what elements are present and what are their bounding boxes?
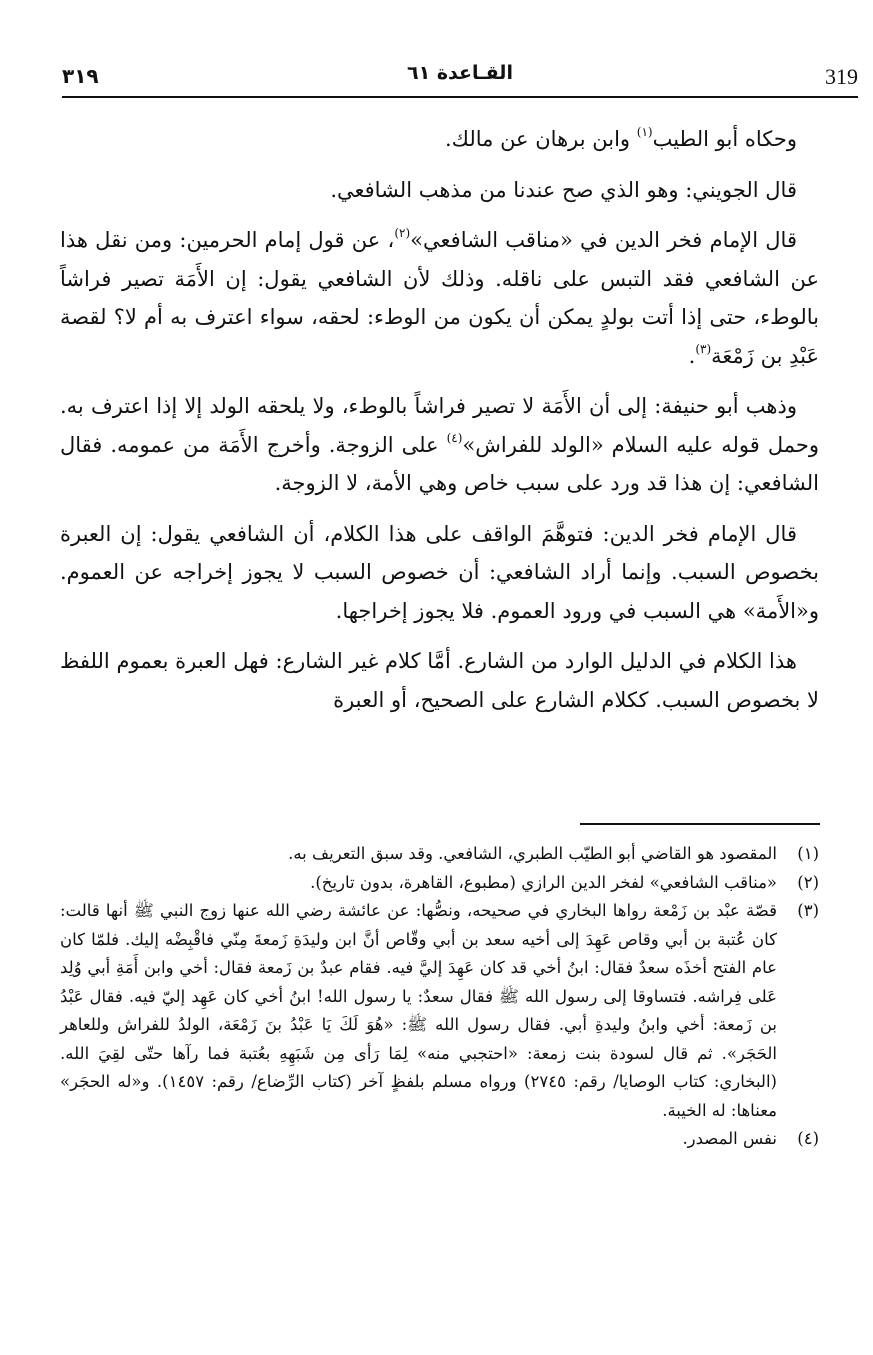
paragraph-3-text-b: ، عن قول إمام الحرمين: ومن نقل هذا عن الشافعي فقد التبس على ناقله. وذلك لأن الشافعي يقول: إن الأَمَة تصير فراشاً بالوطء، حتى إذا أتت بولدٍ يمكن أن يكون من الوطء: لحقه، سواء اعترف به أم لا؟ لقصة عَبْدِ بن زَمْعَة: [60, 228, 819, 368]
footnote-rule: [580, 823, 820, 825]
footnote-3: [60, 897, 819, 1125]
paragraph-5: قال الإمام فخر الدين: فتوهَّمَ الواقف على هذا الكلام، أن الشافعي يقول: إن العبرة بخصوص السبب. وإنما أراد الشافعي: أن خصوص السبب لا يجوز إخراجه عن العموم. و«الأَمة» هي السبب في ورود العموم. فلا يجوز إخراجها.: [60, 521, 819, 623]
paragraph-3: [60, 221, 819, 375]
paragraph-4-text-b: على الزوجة. وأخرج الأَمَة من عمومه. فقال الشافعي: إن هذا قد ورد على سبب خاص وهي الأمة، لا الزوجة.: [60, 432, 819, 495]
paragraph-4-text-a: وذهب أبو حنيفة: إلى أن الأَمَة لا تصير فراشاً بالوطء، ولا يلحقه الولد إلا إذا اعترف به. وحمل قوله عليه السلام «الولد للفراش»: [60, 394, 819, 457]
footnote-ref-3: (٣): [695, 341, 712, 356]
footnote-number: (٤): [797, 1129, 819, 1148]
header-rule: [62, 96, 858, 98]
footnote-text: قصّة عبْد بن زَمْعة رواها البخاري في صحيحه، ونصُّها: عن عائشة رضي الله عنها زوج النبي ﷺ أنها قالت: كان عُتبة بن أبي وقاص عَهِدَ إلى أخيه سعد بن أبي وقّاص أنَّ ابن وليدَةِ زَمعةَ مِنّي فاقْبِضْه إليك. فلمّا كان عام الفتح أخذَه سعدٌ فقال: ابنُ أخي قد كان عَهِدَ إليَّ فيه. فقام عبدٌ بن زَمعة فقال: أخي وابن أَمَةِ أبي وُلِد عَلى فِراشه. فتساوقا إلى رسول الله ﷺ فقال سعدٌ: يا رسول الله! ابنُ أخي كان عَهِد إليّ فيه. فقال عَبْدُ بن زَمعة: أخي وابنُ وليدةِ أبي. فقال رسول الله ﷺ: «هُوَ لَكَ يَا عَبْدُ بنَ زَمْعَة، الولدُ للفراش وللعاهر الحَجَر». ثم قال لسودة بنت زمعة: «احتجبي منه» لِمَا رَأى مِن شَبَهِهِ بعُتبة فما رآها حتّى لقِيَ الله. (البخاري: كتاب الوصايا/ رقم: ٢٧٤٥) ورواه مسلم بلفظٍ آخر (كتاب الرِّضاع/ رقم: ١٤٥٧). و«له الحجَر» معناها: له الخيبة.: [60, 901, 777, 1120]
paragraph-2: قال الجويني: وهو الذي صح عندنا من مذهب الشافعي.: [330, 177, 797, 202]
paragraph-1-text-b: وابن برهان عن مالك.: [444, 127, 637, 151]
paragraph-3-text-c: .: [688, 343, 696, 368]
page-header: [62, 58, 858, 98]
footnote-text: المقصود هو القاضي أبو الطيّب الطبري، الشافعي. وقد سبق التعريف به.: [288, 844, 777, 863]
paragraph-1-text-a: وحكاه أبو الطيب: [652, 127, 797, 151]
footnote-text: «مناقب الشافعي» لفخر الدين الرازي (مطبوع، القاهرة، بدون تاريخ).: [310, 872, 777, 892]
paragraph-3-text-a: قال الإمام فخر الدين في «مناقب الشافعي»: [410, 228, 797, 252]
footnote-ref-2: (٢): [394, 226, 411, 240]
page-number-latin: 319: [825, 64, 858, 89]
paragraph-1: [60, 120, 819, 159]
footnote-number: (١): [797, 844, 819, 863]
footnote-text: نفس المصدر.: [682, 1129, 777, 1148]
footnote-4: [60, 1125, 819, 1154]
main-body: [60, 120, 819, 731]
footnote-2: [60, 869, 819, 898]
footnote-number: (٣): [797, 901, 819, 920]
footnote-ref-1: (١): [636, 125, 653, 139]
running-title: القـاعدة ٦١: [407, 62, 513, 84]
paragraph-4: [60, 387, 819, 503]
footnote-1: [60, 840, 819, 869]
page-number-arabic: ٣١٩: [62, 64, 99, 88]
paragraph-6: هذا الكلام في الدليل الوارد من الشارع. أمَّا كلام غير الشارع: فهل العبرة بعموم اللفظ لا بخصوص السبب. ككلام الشارع على الصحيح، أو العبرة: [60, 649, 819, 712]
footnotes: [60, 840, 819, 1154]
footnote-ref-4: (٤): [446, 430, 463, 445]
footnote-number: (٢): [797, 872, 819, 892]
